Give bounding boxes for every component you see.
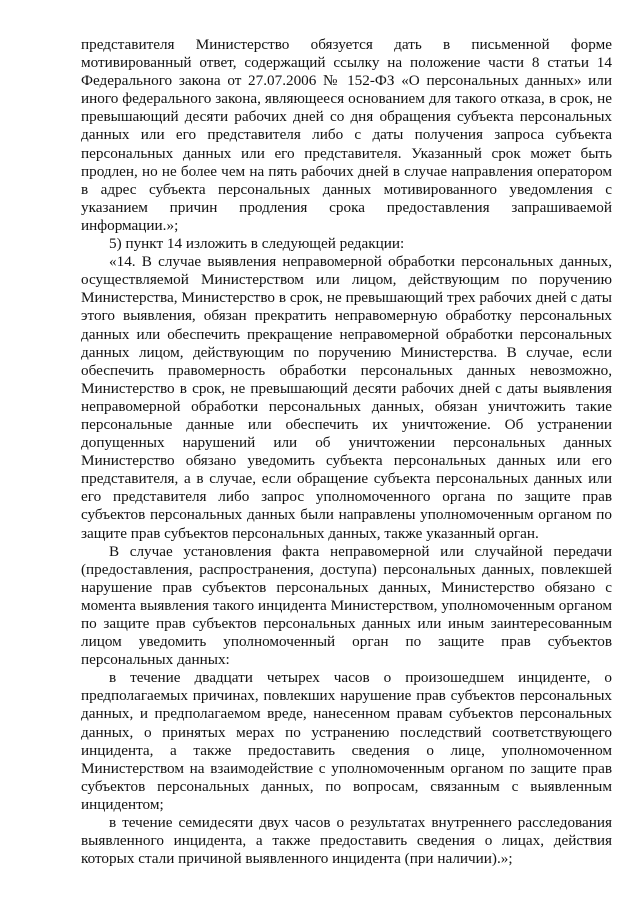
paragraph-24-hours: в течение двадцати четырех часов о произошедшем инциденте, о предполагаемых причинах, повлекших нарушение прав субъектов персональных данных, и предполагаемом вреде, нанесенном правам субъектов персональных данных, о принятых мерах по устранению последствий соответствующего инцидента, а также предоставить сведения о лице, уполномоченном Министерством на взаимодействие с уполномоченным органом по защите прав субъектов персональных данных, по вопросам, связанным с выявленным инцидентом; <box>81 669 612 813</box>
document-page <box>81 36 612 868</box>
paragraph-72-hours: в течение семидесяти двух часов о результатах внутреннего расследования выявленного инцидента, а также предоставить сведения о лицах, действия которых стали причиной выявленного инцидента (при наличии).»; <box>81 814 612 868</box>
paragraph-continuation: представителя Министерство обязуется дать в письменной форме мотивированный ответ, содержащий ссылку на положение части 8 статьи 14 Федерального закона от 27.07.2006 № 152-ФЗ «О персональных данных» или иного федерального закона, являющееся основанием для такого отказа, в срок, не превышающий десяти рабочих дней со дня обращения субъекта персональных данных или его представителя либо с даты получения запроса субъекта персональных данных или его представителя. Указанный срок может быть продлен, но не более чем на пять рабочих дней в случае направления оператором в адрес субъекта персональных данных мотивированного уведомления с указанием причин продления срока предоставления запрашиваемой информации.»; <box>81 36 612 234</box>
paragraph-item-5: 5) пункт 14 изложить в следующей редакции: <box>109 235 405 253</box>
paragraph-incident: В случае установления факта неправомерной или случайной передачи (предоставления, распространения, доступа) персональных данных, повлекшей нарушение прав субъектов персональных данных, Министерство обязано с момента выявления такого инцидента Министерством, уполномоченным органом по защите прав субъектов персональных данных или иным заинтересованным лицом уведомить уполномоченный орган по защите прав субъектов персональных данных: <box>81 542 612 669</box>
paragraph-clause-14: «14. В случае выявления неправомерной обработки персональных данных, осуществляемой Министерством или лицом, действующим по поручению Министерства, Министерство в срок, не превышающий трех рабочих дней с даты этого выявления, обязан прекратить неправомерную обработку персональных данных или обеспечить прекращение неправомерной обработки персональных данных лицом, действующим по поручению Министерства. В случае, если обеспечить правомерность обработки персональных данных невозможно, Министерство в срок, не превышающий десяти рабочих дней с даты выявления неправомерной обработки персональных данных, обязан уничтожить такие персональные данные или обеспечить их уничтожение. Об устранении допущенных нарушений или об уничтожении персональных данных Министерство обязано уведомить субъекта персональных данных или его представителя, а в случае, если обращение субъекта персональных данных или его представителя либо запрос уполномоченного органа по защите прав субъектов персональных данных были направлены уполномоченным органом по защите прав субъектов персональных данных, также указанный орган. <box>81 253 612 542</box>
